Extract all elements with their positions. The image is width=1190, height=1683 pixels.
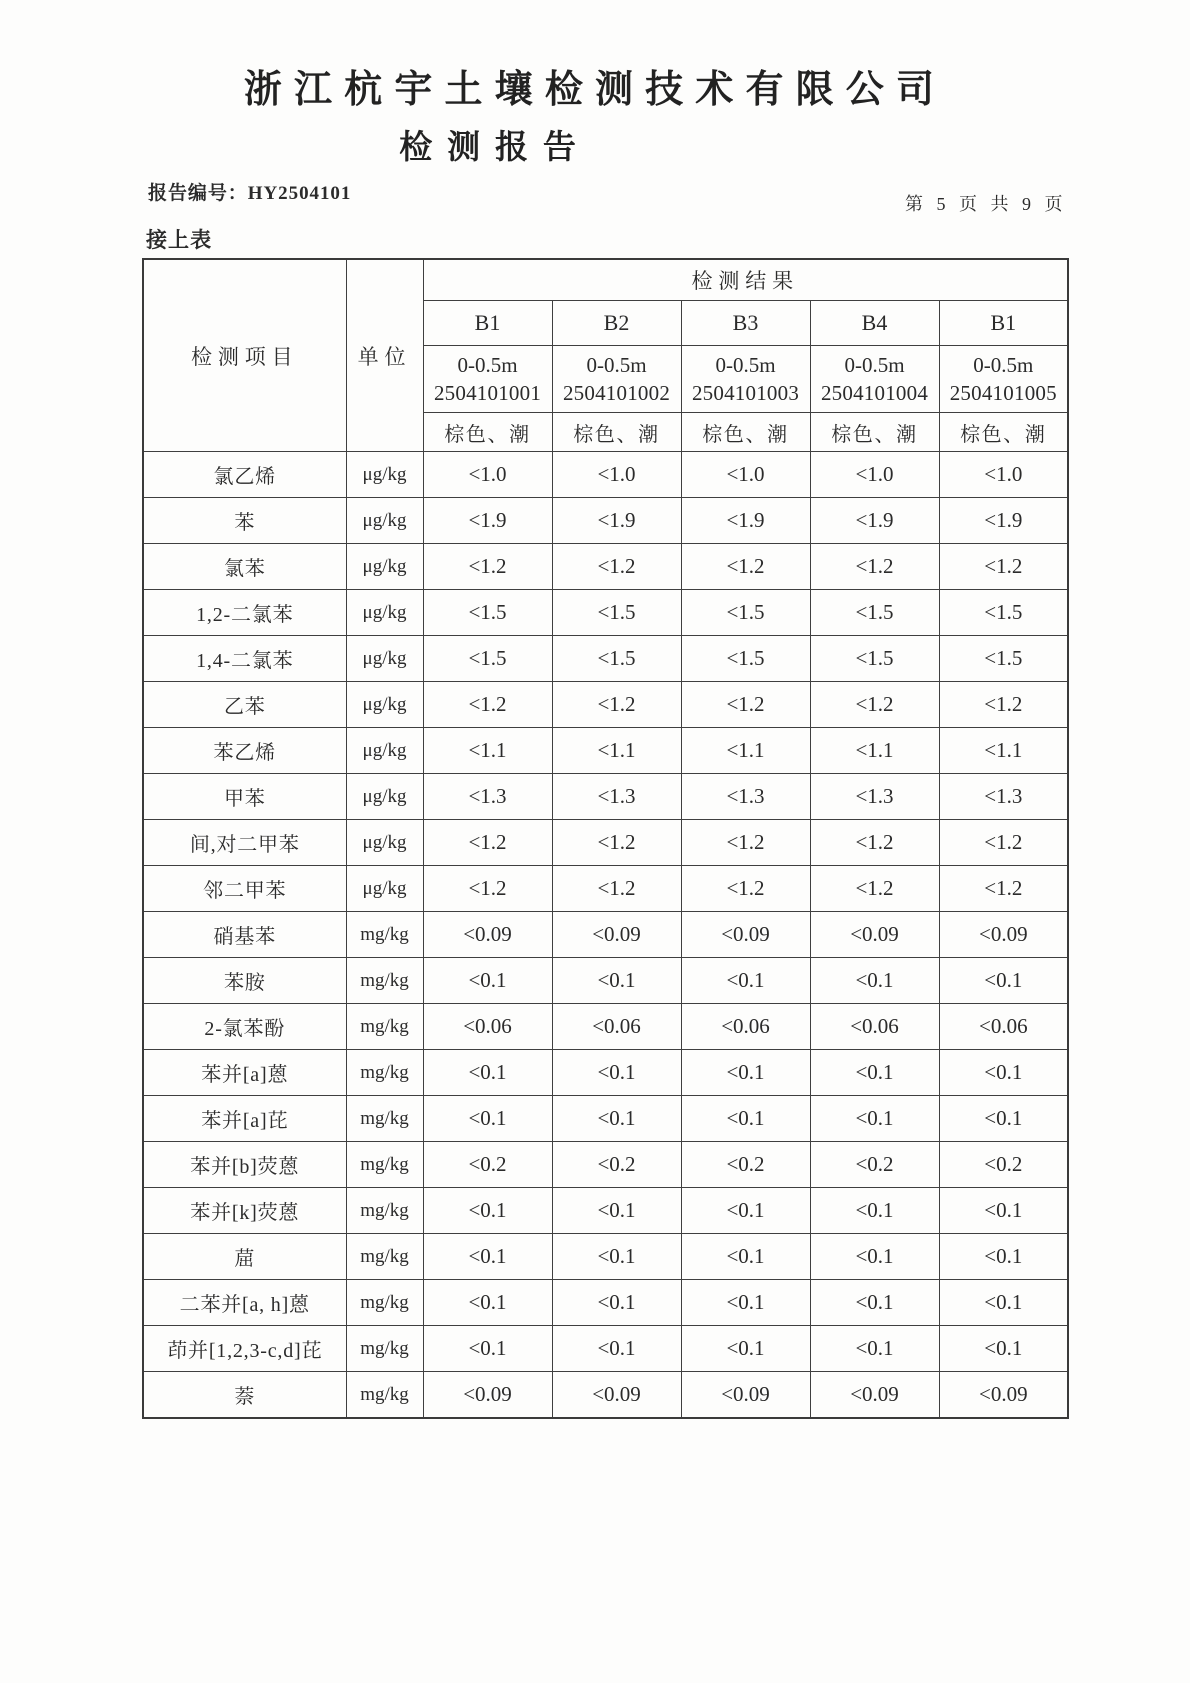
result-cell: <0.1 [681,1280,810,1326]
sample-depth: 0-0.5m [844,352,905,377]
result-cell: <1.5 [939,636,1068,682]
sample-header [681,346,810,413]
analyte-name: 甲苯 [143,774,346,820]
result-cell: <0.09 [423,912,552,958]
result-cell: <0.09 [681,1372,810,1419]
result-cell: <0.09 [552,1372,681,1419]
analyte-name: 硝基苯 [143,912,346,958]
report-title: 检测报告 [399,130,591,166]
result-cell: <1.9 [552,498,681,544]
analyte-name: 2-氯苯酚 [143,1004,346,1050]
result-cell: <0.2 [423,1142,552,1188]
table-row [143,774,1068,820]
result-cell: <0.1 [552,1188,681,1234]
result-cell: <0.06 [939,1004,1068,1050]
result-cell: <1.2 [552,682,681,728]
sample-header [939,346,1068,413]
result-cell: <1.2 [552,544,681,590]
analyte-name: 氯苯 [143,544,346,590]
analyte-name: 苯并[b]荧蒽 [143,1142,346,1188]
result-cell: <0.09 [810,912,939,958]
result-cell: <0.1 [423,1326,552,1372]
result-cell: <1.2 [810,866,939,912]
result-cell: <0.1 [423,1096,552,1142]
result-cell: <0.1 [552,958,681,1004]
result-cell: <1.9 [681,498,810,544]
result-cell: <1.3 [681,774,810,820]
result-cell: <0.1 [810,958,939,1004]
table-row [143,912,1068,958]
unit-cell: mg/kg [346,1004,423,1050]
result-cell: <0.2 [939,1142,1068,1188]
result-cell: <0.1 [423,1188,552,1234]
sample-depth: 0-0.5m [457,352,518,377]
analyte-name: 苯并[k]荧蒽 [143,1188,346,1234]
result-cell: <1.2 [423,866,552,912]
result-cell: <0.1 [681,1326,810,1372]
result-cell: <0.1 [423,958,552,1004]
analyte-name: 邻二甲苯 [143,866,346,912]
result-cell: <1.3 [552,774,681,820]
result-cell: <0.1 [552,1096,681,1142]
result-cell: <0.06 [423,1004,552,1050]
result-cell: <1.1 [810,728,939,774]
result-cell: <0.06 [810,1004,939,1050]
unit-cell: μg/kg [346,820,423,866]
analyte-name: 苯乙烯 [143,728,346,774]
result-cell: <1.3 [939,774,1068,820]
unit-cell: mg/kg [346,1188,423,1234]
sample-depth: 0-0.5m [973,352,1034,377]
result-cell: <1.2 [810,682,939,728]
result-cell: <0.2 [681,1142,810,1188]
analyte-name: 乙苯 [143,682,346,728]
result-cell: <0.06 [681,1004,810,1050]
result-cell: <0.09 [681,912,810,958]
sample-depth: 0-0.5m [586,352,647,377]
unit-cell: mg/kg [346,912,423,958]
table-row [143,1142,1068,1188]
result-cell: <1.2 [423,820,552,866]
result-cell: <1.2 [681,866,810,912]
sample-appearance: 棕色、潮 [681,413,810,452]
table-row [143,958,1068,1004]
result-cell: <0.1 [681,1188,810,1234]
table-row [143,1096,1068,1142]
unit-cell: mg/kg [346,1280,423,1326]
sample-point-header: B1 [423,301,552,346]
result-cell: <1.0 [939,452,1068,498]
report-number-label: 报告编号： [148,183,248,204]
unit-cell: mg/kg [346,1372,423,1419]
table-row [143,1372,1068,1419]
sample-header [810,346,939,413]
result-cell: <0.1 [939,958,1068,1004]
result-cell: <1.5 [810,590,939,636]
table-row [143,590,1068,636]
table-row [143,1050,1068,1096]
result-cell: <0.09 [939,1372,1068,1419]
meta-row [142,178,1067,216]
page-indicator: 第 5 页 共 9 页 [905,194,1067,214]
result-cell: <0.1 [423,1050,552,1096]
analyte-name: 氯乙烯 [143,452,346,498]
analyte-name: 1,4-二氯苯 [143,636,346,682]
result-cell: <0.1 [939,1280,1068,1326]
sample-id: 2504101004 [820,381,929,405]
table-row [143,1234,1068,1280]
result-cell: <1.3 [423,774,552,820]
result-cell: <1.2 [810,544,939,590]
result-cell: <1.2 [939,682,1068,728]
analyte-name: 苯 [143,498,346,544]
result-cell: <1.2 [939,866,1068,912]
unit-cell: μg/kg [346,682,423,728]
sample-appearance: 棕色、潮 [423,413,552,452]
result-cell: <0.2 [810,1142,939,1188]
table-row [143,866,1068,912]
analyte-name: 苯胺 [143,958,346,1004]
sample-header [423,346,552,413]
result-cell: <1.2 [423,544,552,590]
table-row [143,498,1068,544]
sample-id: 2504101005 [949,381,1057,405]
unit-cell: mg/kg [346,958,423,1004]
result-cell: <1.2 [939,544,1068,590]
result-cell: <0.06 [552,1004,681,1050]
unit-cell: μg/kg [346,590,423,636]
header-test-item: 检测项目 [143,259,346,452]
result-cell: <0.1 [939,1234,1068,1280]
result-cell: <0.1 [810,1234,939,1280]
sample-depth: 0-0.5m [715,352,776,377]
table-row [143,1326,1068,1372]
result-cell: <1.5 [681,590,810,636]
company-title: 浙江杭宇土壤检测技术有限公司 [243,69,947,111]
result-cell: <1.5 [681,636,810,682]
analyte-name: 䓛 [143,1234,346,1280]
unit-cell: mg/kg [346,1096,423,1142]
sample-point-header: B2 [552,301,681,346]
results-table [142,258,1069,1419]
report-number-value: HY2504101 [247,183,352,204]
result-cell: <0.1 [423,1280,552,1326]
table-row [143,544,1068,590]
unit-cell: μg/kg [346,728,423,774]
table-row [143,820,1068,866]
result-cell: <0.09 [939,912,1068,958]
report-number [148,178,351,205]
result-cell: <0.1 [939,1050,1068,1096]
result-cell: <1.5 [423,590,552,636]
unit-cell: mg/kg [346,1234,423,1280]
sample-id: 2504101002 [562,381,671,405]
result-cell: <1.0 [423,452,552,498]
analyte-name: 二苯并[a, h]蒽 [143,1280,346,1326]
result-cell: <1.5 [423,636,552,682]
sample-point-header: B3 [681,301,810,346]
analyte-name: 间,对二甲苯 [143,820,346,866]
result-cell: <0.1 [810,1188,939,1234]
analyte-name: 1,2-二氯苯 [143,590,346,636]
result-cell: <1.1 [423,728,552,774]
unit-cell: μg/kg [346,452,423,498]
result-cell: <1.2 [423,682,552,728]
table-row [143,1004,1068,1050]
sample-id: 2504101001 [433,381,542,405]
result-cell: <0.1 [939,1326,1068,1372]
result-cell: <1.5 [810,636,939,682]
analyte-name: 萘 [143,1372,346,1419]
result-cell: <0.1 [552,1234,681,1280]
result-cell: <0.1 [552,1326,681,1372]
header-test-results: 检测结果 [423,259,1068,301]
unit-cell: mg/kg [346,1050,423,1096]
unit-cell: mg/kg [346,1142,423,1188]
unit-cell: μg/kg [346,498,423,544]
result-cell: <1.2 [681,544,810,590]
unit-cell: μg/kg [346,544,423,590]
sample-appearance: 棕色、潮 [552,413,681,452]
unit-cell: μg/kg [346,774,423,820]
result-cell: <0.1 [810,1096,939,1142]
unit-cell: μg/kg [346,866,423,912]
result-cell: <1.5 [552,590,681,636]
result-cell: <1.1 [552,728,681,774]
result-cell: <0.1 [810,1326,939,1372]
result-cell: <1.2 [939,820,1068,866]
sample-appearance: 棕色、潮 [810,413,939,452]
result-cell: <0.1 [810,1280,939,1326]
result-cell: <1.2 [552,820,681,866]
result-cell: <1.5 [552,636,681,682]
sample-point-header: B4 [810,301,939,346]
analyte-name: 苯并[a]蒽 [143,1050,346,1096]
table-row [143,452,1068,498]
result-cell: <1.3 [810,774,939,820]
result-cell: <0.09 [810,1372,939,1419]
result-cell: <1.9 [939,498,1068,544]
sample-appearance: 棕色、潮 [939,413,1068,452]
result-cell: <0.1 [681,1050,810,1096]
table-row [143,636,1068,682]
result-cell: <1.2 [552,866,681,912]
result-cell: <1.2 [681,820,810,866]
table-row [143,728,1068,774]
table-row [143,1188,1068,1234]
sample-point-header: B1 [939,301,1068,346]
result-cell: <0.2 [552,1142,681,1188]
table-row [143,682,1068,728]
header-unit: 单位 [346,259,423,452]
result-cell: <1.9 [423,498,552,544]
header-row-results [143,259,1068,301]
unit-cell: μg/kg [346,636,423,682]
result-cell: <1.5 [939,590,1068,636]
result-cell: <0.1 [939,1188,1068,1234]
results-table-body [143,452,1068,1419]
result-cell: <1.9 [810,498,939,544]
result-cell: <1.2 [681,682,810,728]
sample-header [552,346,681,413]
result-cell: <1.2 [810,820,939,866]
analyte-name: 茚并[1,2,3-c,d]芘 [143,1326,346,1372]
result-cell: <0.1 [423,1234,552,1280]
result-cell: <0.1 [552,1280,681,1326]
table-row [143,1280,1068,1326]
result-cell: <1.0 [552,452,681,498]
result-cell: <0.1 [681,958,810,1004]
result-cell: <0.1 [681,1234,810,1280]
analyte-name: 苯并[a]芘 [143,1096,346,1142]
result-cell: <0.1 [552,1050,681,1096]
table-continuation-label: 接上表 [146,228,213,252]
result-cell: <1.0 [810,452,939,498]
results-table-header [143,259,1068,452]
result-cell: <0.09 [423,1372,552,1419]
result-cell: <0.1 [939,1096,1068,1142]
result-cell: <0.1 [810,1050,939,1096]
sample-id: 2504101003 [691,381,800,405]
unit-cell: mg/kg [346,1326,423,1372]
result-cell: <1.0 [681,452,810,498]
result-cell: <0.1 [681,1096,810,1142]
result-cell: <1.1 [939,728,1068,774]
result-cell: <1.1 [681,728,810,774]
result-cell: <0.09 [552,912,681,958]
